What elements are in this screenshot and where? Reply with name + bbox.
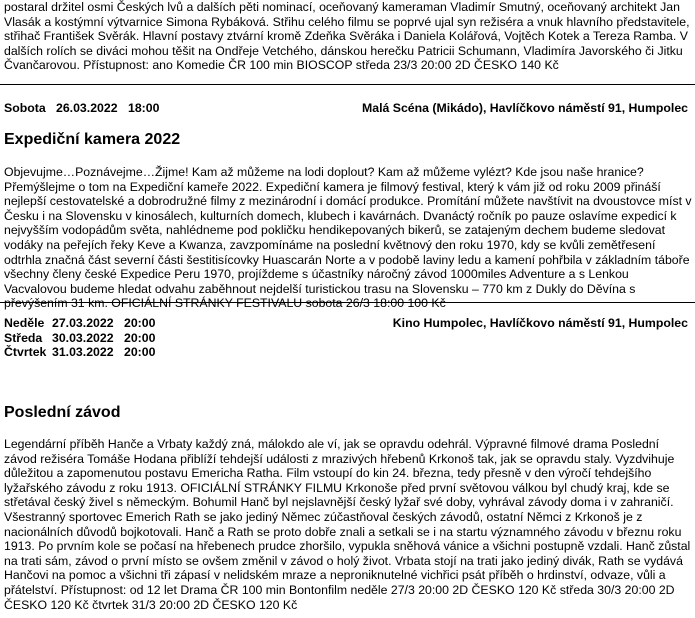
screening-day: Neděle (4, 316, 45, 330)
screening-day: Středa (4, 330, 43, 345)
screening-row (4, 331, 688, 346)
event-title: Expediční kamera 2022 (4, 131, 181, 148)
screening-date: 26.03.2022 (56, 101, 118, 115)
screening-time: 20:00 (124, 316, 156, 330)
section-divider (0, 84, 695, 85)
screening-date: 31.03.2022 (52, 345, 114, 360)
screening-day: Čtvrtek (4, 345, 47, 360)
event-description: Legendární příběh Hanče a Vrbaty každý zná, málokdo ale ví, jak se opravdu odehrál. Výpravné filmové drama Poslední závod režiséra Tomáše Hodana přiblíží tehdejší události z mrazivých hřebenů Krkonoš tak, jak se opravdu staly. Vyzdvihuje důležitou a zapomenutou postavu Emericha Ratha. Film vstoupí do kin 24. března, tedy přesně v den výročí tehdejšího lyžařského závodu z roku 1913. OFICIÁLNÍ STRÁNKY FILMU Krkonoše před první světovou válkou byl chudý kraj, kde se střetával český živel s německým. Bohumil Hanč byl nejslavnější český lyžař své doby, vyhrával závody doma i v zahraničí. Všestranný sportovec Emerich Rath se jako jediný Němec zúčastňoval českých závodů, ostatní Němci z Krkonoš je z nacionálních důvodů bojkotovali. Hanč a Rath se proto dobře znali a setkali se i na startu významného závodu v březnu roku 1913. Po prvním kole se počasí na hřebenech prudce zhoršilo, vypukla sněhová vánice a všichni postupně vzdali. Hanč zůstal na trati sám, závod o první místo se ovšem změnil v závod o holý život. Vrbata stojí na trati jako jediný divák, Rath se vydává Hančovi na pomoc a všichni tři zápasí v nelidském mraze a neproniknutelné vichřici psát příběh o hrdinství, odvaze, vůli a přátelství. Přístupnost: od 12 let Drama ČR 100 min Bontonfilm neděle 27/3 20:00 2D ČESKO 120 Kč středa 30/3 20:00 2D ČESKO 120 Kč čtvrtek 31/3 20:00 2D ČESKO 120 Kč (4, 437, 691, 612)
screening-time: 20:00 (124, 330, 156, 345)
screening-date: 27.03.2022 (52, 316, 114, 330)
event-venue: Kino Humpolec, Havlíčkovo náměstí 91, Humpolec (392, 316, 688, 330)
screening-date: 30.03.2022 (52, 330, 114, 345)
screening-time: 18:00 (128, 101, 160, 115)
event-meta (4, 316, 688, 360)
event-venue: Malá Scéna (Mikádo), Havlíčkovo náměstí 91, Humpolec (362, 101, 688, 115)
screening-time: 20:00 (124, 345, 156, 360)
event-meta (4, 101, 688, 116)
intro-paragraph: postaral držitel osmi Českých lvů a dalších pěti nominací, oceňovaný kameraman Vladimír Smutný, oceňovaný architekt Jan Vlasák a kostýmní výtvarnice Simona Rybáková. Střihu celého filmu se poprvé ujal syn režiséra a vnuk hlavního představitele, střihač František Svěrák. Hlavní postavy ztvární kromě Zdeňka Svěráka i Daniela Kolářová, Vojtěch Kotek a Tereza Ramba. V dalších rolích se diváci mohou těšit na Ondřeje Vetchého, dánskou herečku Patricii Schumann, Vladimíra Javorského či Jitku Čvančarovou. Přístupnost: ano Komedie ČR 100 min BIOSCOP středa 23/3 20:00 2D ČESKO 140 Kč (4, 0, 690, 73)
screening-day: Sobota (4, 101, 46, 115)
event-description: Objevujme…Poznávejme…Žijme! Kam až můžeme na lodi doplout? Kam až můžeme vylézt? Kde jsou naše hranice? Přemýšlejme o tom na Expediční kameře 2022. Expediční kamera je filmový festival, který k vám již od roku 2009 přináší nejlepší cestovatelské a dobrodružné filmy z mezinárodní i domácí produkce. Promítání můžete navštívit na dvoustovce míst v Česku i na Slovensku v kinosálech, kulturních domech, klubech i kavárnách. Dvanáctý ročník po pauze oslavíme expedicí k nejvyšším vodopádům světa, nahlédneme pod pokličku hendikepovaných bikerů, se zatajeným dechem budeme sledovat vodáky na peřejích řeky Keve a Kwanza, zavzpomínáme na poslední květnový den roku 1970, kdy se kvůli zemětřesení odtrhla značná část severní části šestitisícovky Huascarán Norte a v podobě laviny ledu a kamení pohřbila v základním táboře všechny členy české Expedice Peru 1970, projíždeme s účastníky náročný závod 1000miles Adventure a s Lenkou Vacvalovou budeme hledat odvahu zaběhnout nejdelší turistickou trasu na Slovensku – 770 km z Dukly do Děvína s převýšením 31 km. OFICIÁLNÍ STRÁNKY FESTIVALU sobota 26/3 18:00 100 Kč (4, 165, 692, 311)
screening-row (4, 345, 688, 360)
section-divider (0, 302, 695, 303)
event-title: Poslední závod (4, 404, 121, 421)
